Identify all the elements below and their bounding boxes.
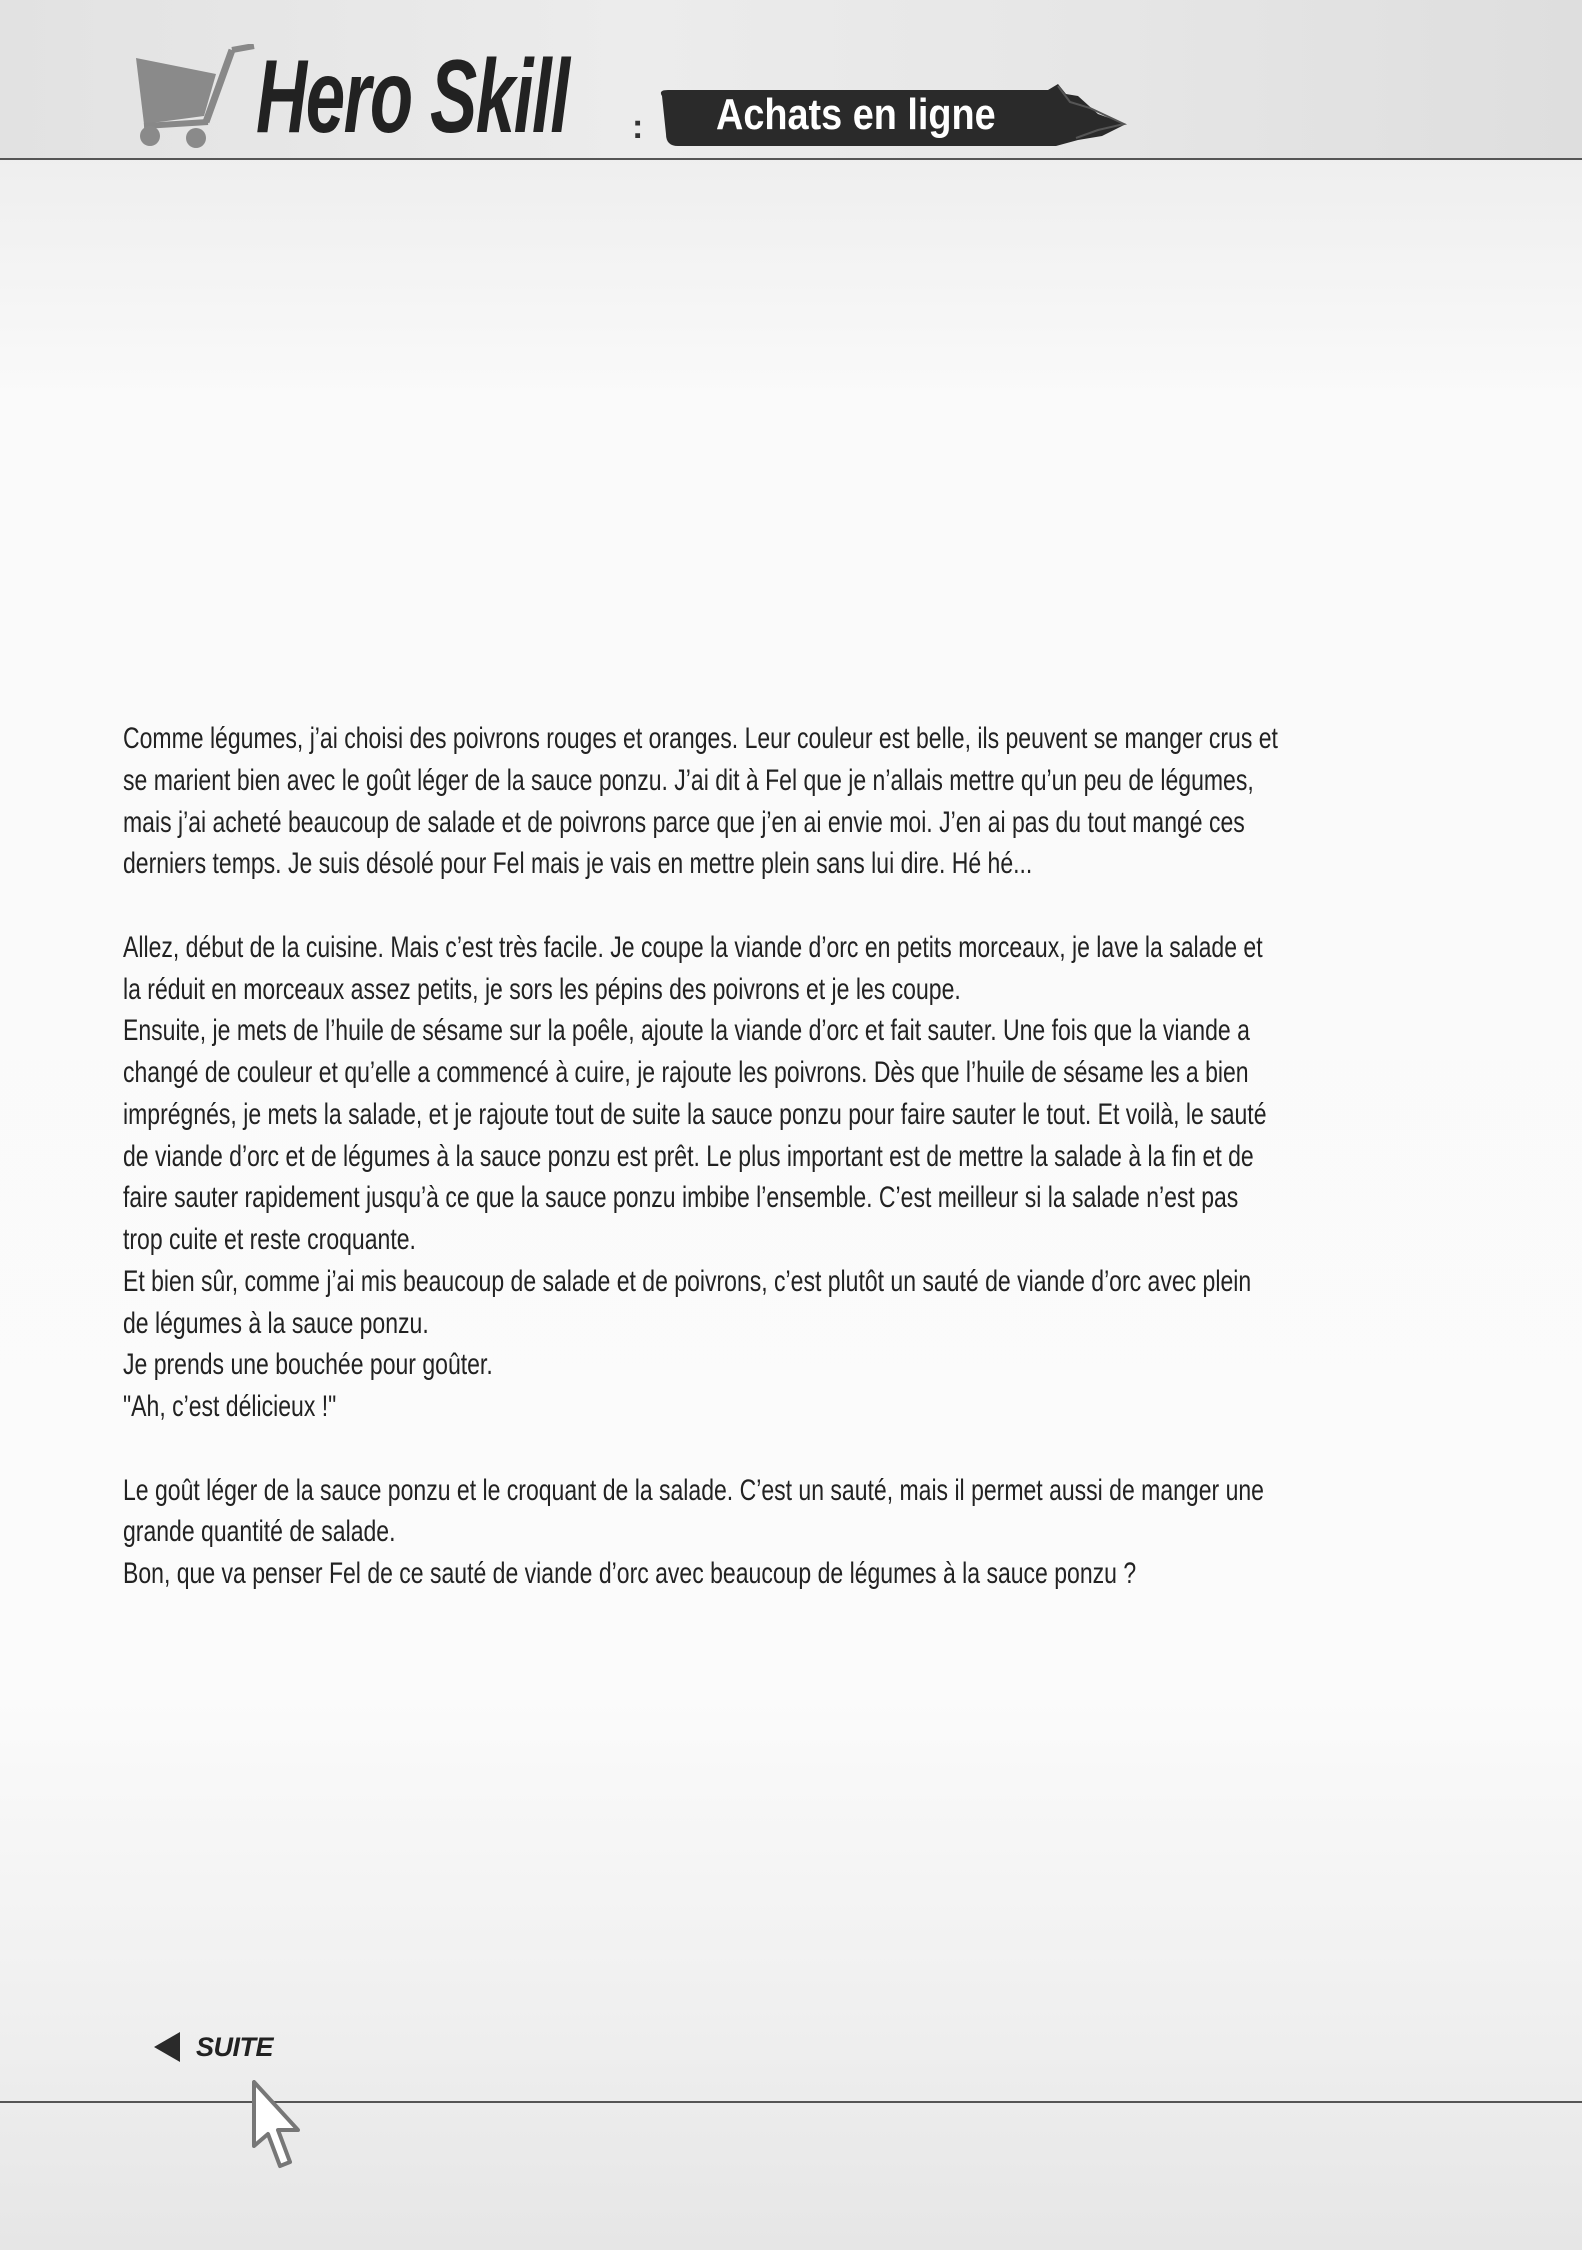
mouse-cursor-icon xyxy=(250,2080,302,2172)
header-divider xyxy=(0,158,1582,160)
title-colon: : xyxy=(632,108,644,146)
paragraph-gap xyxy=(123,885,1449,927)
suite-label: SUITE xyxy=(196,2031,274,2062)
text-line: grande quantité de salade. xyxy=(123,1515,396,1549)
text-line: faire sauter rapidement jusqu’à ce que la sauce ponzu imbibe l’ensemble. C’est meilleur si la salade n’est pas xyxy=(123,1181,1239,1215)
text-line: mais j’ai acheté beaucoup de salade et de poivrons parce que j’en ai envie moi. J’en ai pas du tout mangé ces xyxy=(123,805,1245,839)
text-line: imprégnés, je mets la salade, et je rajoute tout de suite la sauce ponzu pour faire sauter le tout. Et voilà, le sauté xyxy=(123,1097,1267,1131)
back-arrow-icon xyxy=(152,2030,182,2064)
text-line: la réduit en morceaux assez petits, je sors les pépins des poivrons et je les coupe. xyxy=(123,972,961,1006)
text-line: Je prends une bouchée pour goûter. xyxy=(123,1348,493,1382)
suite-button[interactable] xyxy=(152,2030,273,2064)
text-line: Ensuite, je mets de l’huile de sésame sur la poêle, ajoute la viande d’orc et fait sauter. Une fois que la viande a xyxy=(123,1014,1250,1048)
text-line: Allez, début de la cuisine. Mais c’est très facile. Je coupe la viande d’orc en petits morceaux, je lave la salade et xyxy=(123,930,1263,964)
shopping-cart-icon xyxy=(134,44,256,148)
text-line: "Ah, c’est délicieux !" xyxy=(123,1390,337,1423)
text-line: trop cuite et reste croquante. xyxy=(123,1223,416,1256)
footer-divider xyxy=(0,2101,1582,2103)
text-line: Bon, que va penser Fel de ce sauté de viande d’orc avec beaucoup de légumes à la sauce ponzu ? xyxy=(123,1557,1137,1590)
text-line: se marient bien avec le goût léger de la sauce ponzu. J’ai dit à Fel que je n’allais mettre qu’un peu de légumes, xyxy=(123,763,1254,797)
paragraph-gap xyxy=(123,1428,1449,1470)
article-body xyxy=(123,718,1449,1595)
text-line: de légumes à la sauce ponzu. xyxy=(123,1306,429,1340)
page-title: Hero Skill xyxy=(256,39,569,155)
text-line: Comme légumes, j’ai choisi des poivrons rouges et oranges. Leur couleur est belle, ils peuvent se manger crus et xyxy=(123,722,1278,755)
text-line: Et bien sûr, comme j’ai mis beaucoup de salade et de poivrons, c’est plutôt un sauté de viande d’orc avec plein xyxy=(123,1264,1252,1298)
text-line: changé de couleur et qu’elle a commencé à cuire, je rajoute les poivrons. Dès que l’huile de sésame les a bien xyxy=(123,1056,1249,1089)
text-line: Le goût léger de la sauce ponzu et le croquant de la salade. C’est un sauté, mais il permet aussi de manger une xyxy=(123,1473,1264,1507)
text-line: derniers temps. Je suis désolé pour Fel mais je vais en mettre plein sans lui dire. Hé hé... xyxy=(123,847,1033,881)
text-line: de viande d’orc et de légumes à la sauce ponzu est prêt. Le plus important est de mettre la salade à la fin et de xyxy=(123,1139,1254,1173)
page-subtitle: Achats en ligne xyxy=(716,90,996,139)
